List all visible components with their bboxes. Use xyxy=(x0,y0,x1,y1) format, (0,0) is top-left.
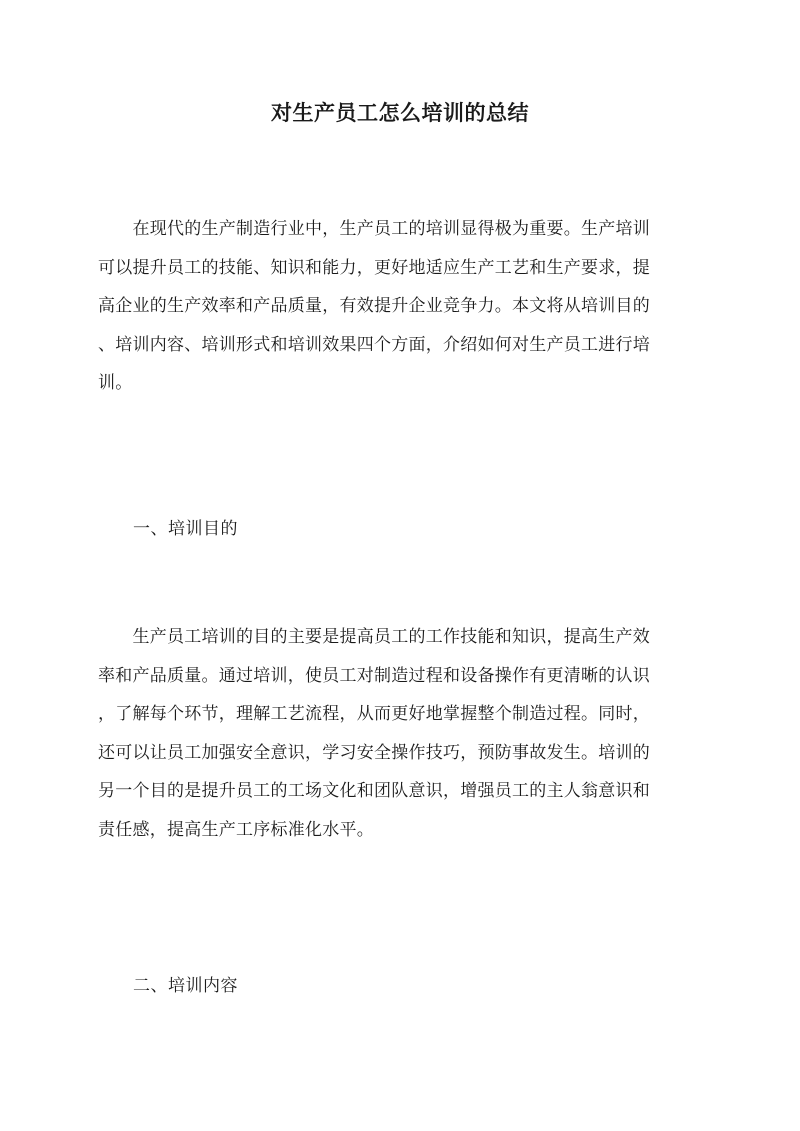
intro-paragraph xyxy=(98,210,702,403)
paragraph-line: 率和产品质量。通过培训，使员工对制造过程和设备操作有更清晰的认识 xyxy=(98,665,650,686)
document-title: 对生产员工怎么培训的总结 xyxy=(271,100,529,125)
paragraph-line: 可以提升员工的技能、知识和能力，更好地适应生产工艺和生产要求，提 xyxy=(98,257,650,278)
section-heading-content: 二、培训内容 xyxy=(133,976,238,996)
purpose-paragraph xyxy=(98,618,702,849)
paragraph-line: ，了解每个环节，理解工艺流程，从而更好地掌握整个制造过程。同时， xyxy=(98,704,650,724)
paragraph-line: 还可以让员工加强安全意识，学习安全操作技巧，预防事故发生。培训的 xyxy=(98,742,650,763)
paragraph-line: 高企业的生产效率和产品质量，有效提升企业竞争力。本文将从培训目的 xyxy=(98,296,650,316)
section-heading-purpose: 一、培训目的 xyxy=(133,519,238,539)
paragraph-line: 责任感，提高生产工序标准化水平。 xyxy=(98,819,374,840)
paragraph-line: 生产员工培训的目的主要是提高员工的工作技能和知识，提高生产效 xyxy=(98,627,650,647)
paragraph-line: 在现代的生产制造行业中，生产员工的培训显得极为重要。生产培训 xyxy=(98,219,650,239)
paragraph-line: 、培训内容、培训形式和培训效果四个方面，介绍如何对生产员工进行培 xyxy=(98,334,650,355)
paragraph-line: 训。 xyxy=(98,373,133,393)
paragraph-line: 另一个目的是提升员工的工场文化和团队意识，增强员工的主人翁意识和 xyxy=(98,781,650,801)
